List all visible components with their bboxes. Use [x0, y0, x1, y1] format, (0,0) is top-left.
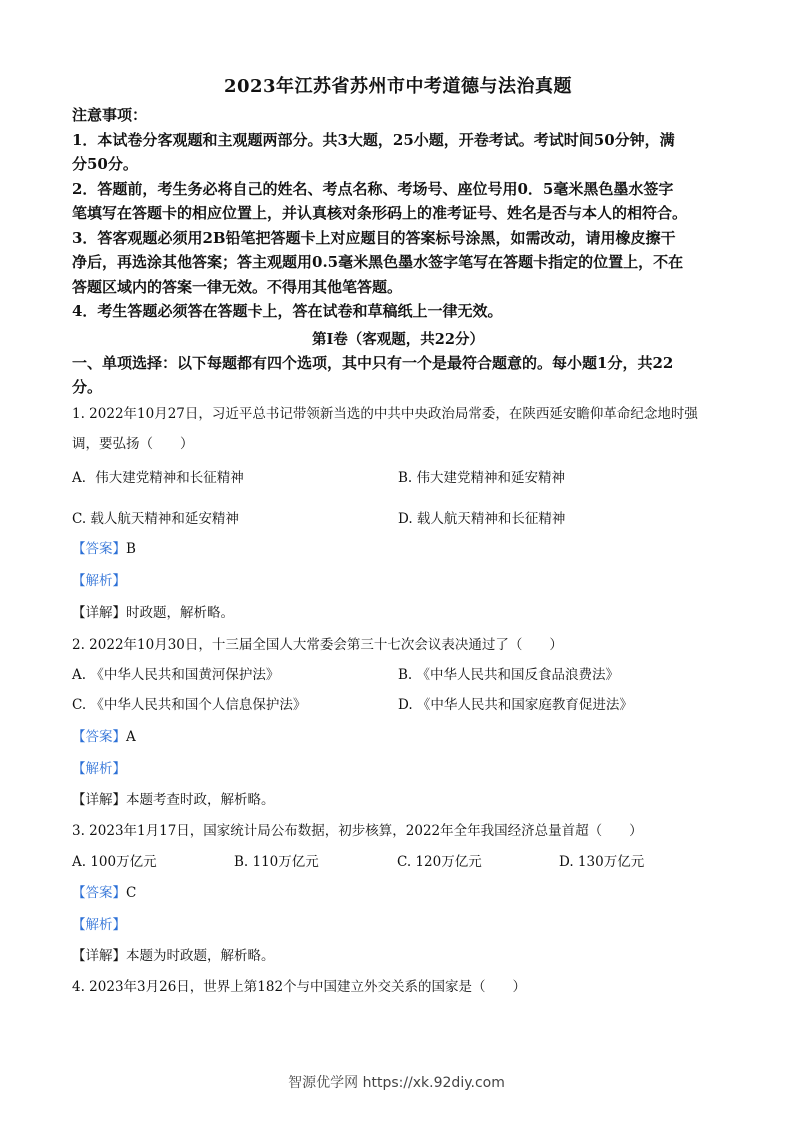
answer-value: C — [126, 885, 137, 901]
notes-line: 答题区域内的答案一律无效。不得用其他笔答题。 — [72, 277, 403, 296]
question-2-analysis-label: 【解析】 — [72, 761, 126, 777]
answer-label: 【答案】 — [72, 541, 126, 557]
notes-line: 2．答题前，考生务必将自己的姓名、考点名称、考场号、座位号用0．5毫米黑色墨水签字 — [72, 179, 674, 198]
question-3-option-a: A. 100万亿元 — [72, 854, 157, 870]
question-1-option-c: C. 载人航天精神和延安精神 — [72, 511, 239, 527]
notes-line: 净后，再选涂其他答案；答主观题用0.5毫米黑色墨水签字笔写在答题卡指定的位置上，不在 — [72, 253, 684, 271]
part-heading — [72, 351, 724, 399]
notes-line: 4．考生答题必须答在答题卡上，答在试卷和草稿纸上一律无效。 — [72, 302, 503, 320]
question-3-stem: 3. 2023年1月17日，国家统计局公布数据，初步核算，2022年全年我国经济总量首超（ ） — [72, 823, 643, 839]
question-1-option-b: B. 伟大建党精神和延安精神 — [398, 470, 566, 486]
detail-text: 时政题，解析略。 — [126, 605, 234, 621]
notes-line: 1．本试卷分客观题和主观题两部分。共3大题，25小题，开卷考试。考试时间50分钟，满 — [72, 130, 675, 149]
question-2-option-d: D. 《中华人民共和国家庭教育促进法》 — [398, 697, 633, 713]
notes-heading: 注意事项： — [72, 106, 148, 124]
notes-line: 3．答客观题必须用2B铅笔把答题卡上对应题目的答案标号涂黑，如需改动，请用橡皮擦干 — [72, 228, 676, 247]
detail-label: 【详解】 — [72, 792, 126, 808]
question-2-stem: 2. 2022年10月30日，十三届全国人大常委会第三十七次会议表决通过了（ ） — [72, 637, 563, 653]
question-3-option-d: D. 130万亿元 — [559, 854, 645, 870]
notes-line: 笔填写在答题卡的相应位置上，并认真核对条形码上的准考证号、姓名是否与本人的相符合。 — [72, 204, 688, 222]
answer-label: 【答案】 — [72, 885, 126, 901]
notes-section — [72, 103, 724, 324]
question-3-detail — [72, 946, 275, 966]
section-heading: 第I卷（客观题，共22分） — [312, 331, 484, 348]
answer-value: B — [126, 541, 136, 557]
footer-watermark: 智源优学网 https://xk.92diy.com — [288, 1075, 505, 1091]
part-heading-line: 一、单项选择：以下每题都有四个选项，其中只有一个是最符合题意的。每小题1分，共22 — [72, 354, 674, 372]
detail-text: 本题考查时政，解析略。 — [126, 792, 275, 808]
question-3-analysis-label: 【解析】 — [72, 917, 126, 933]
question-3-option-c: C. 120万亿元 — [397, 854, 482, 870]
question-3-answer — [72, 883, 136, 903]
answer-label: 【答案】 — [72, 729, 126, 745]
question-1-analysis-label: 【解析】 — [72, 573, 126, 589]
page-title: 2023年江苏省苏州市中考道德与法治真题 — [223, 76, 573, 97]
part-heading-line: 分。 — [72, 378, 103, 396]
question-1-answer — [72, 539, 136, 559]
question-4-stem: 4. 2023年3月26日，世界上第182个与中国建立外交关系的国家是（ ） — [72, 979, 527, 995]
question-1-detail — [72, 603, 234, 623]
question-2-option-b: B. 《中华人民共和国反食品浪费法》 — [398, 667, 620, 683]
notes-line: 分50分。 — [72, 155, 138, 173]
detail-label: 【详解】 — [72, 948, 126, 964]
question-1-stem: 1. 2022年10月27日，习近平总书记带领新当选的中共中央政治局常委，在陕西延安瞻仰革命纪念地时强 — [72, 406, 698, 422]
detail-text: 本题为时政题，解析略。 — [126, 948, 275, 964]
question-2-answer — [72, 727, 136, 747]
question-2-option-a: A. 《中华人民共和国黄河保护法》 — [72, 667, 280, 683]
question-1-option-d: D. 载人航天精神和长征精神 — [398, 511, 566, 527]
detail-label: 【详解】 — [72, 605, 126, 621]
answer-value: A — [126, 729, 136, 745]
question-1-stem: 调，要弘扬（ ） — [72, 436, 194, 452]
question-3-option-b: B. 110万亿元 — [234, 854, 319, 870]
question-1-option-a: A．伟大建党精神和长征精神 — [72, 470, 244, 486]
question-2-option-c: C. 《中华人民共和国个人信息保护法》 — [72, 697, 307, 713]
question-2-detail — [72, 790, 275, 810]
